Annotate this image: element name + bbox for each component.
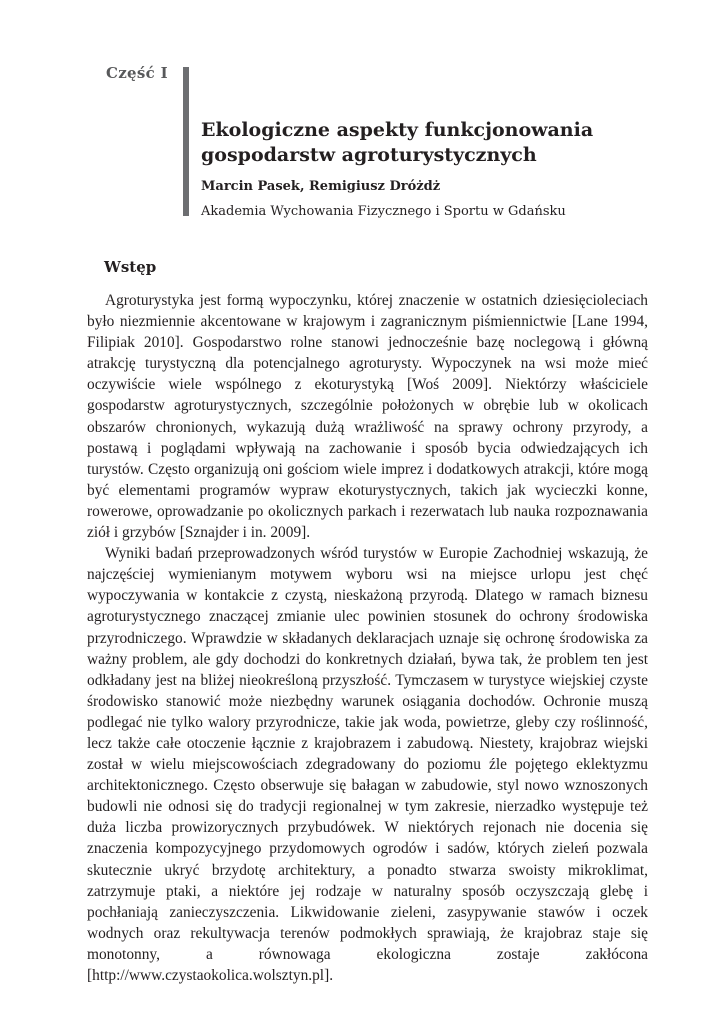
- paragraph: Wyniki badań przeprowadzonych wśród turystów w Europie Zachodniej wskazują, że najczęściej wymienianym motywem wyboru wsi na miejsce urlopu jest chęć wypoczywania w kontakcie z czystą, nieskażoną przyrodą. Dlatego w ramach biznesu agroturystycznego znaczącej zmianie ulec powinien stosunek do ochrony środowiska przyrodniczego. Wprawdzie w składanych deklaracjach uznaje się ochronę środowiska za ważny problem, ale gdy dochodzi do konkretnych działań, bywa tak, że problem ten jest odkładany jest na bliżej nieokreśloną przyszłość. Tymczasem w turystyce wiejskiej czyste środowisko stanowić może niezbędny warunek osiągania dochodów. Ochronie muszą podlegać nie tylko walory przyrodnicze, takie jak woda, powietrze, gleby czy roślinność, lecz także całe otoczenie łącznie z krajobrazem i zabudową. Niestety, krajobraz wiejski został w wielu miejscowościach zdegradowany do poziomu źle pojętego eklektyzmu architektonicznego. Często obserwuje się bałagan w zabudowie, styl nowo wznoszonych budowli nie odnosi się do tradycji regionalnej w tym zakresie, nierzadko występuje też duża liczba prowizorycznych przybudówek. W niektórych rejonach nie docenia się znaczenia kompozycyjnego przydomowych ogrodów i sadów, których zieleń pozwala skutecznie ukryć brzydotę architektury, a ponadto stwarza swoisty mikroklimat, zatrzymuje ptaki, a niektóre jej rodzaje w naturalny sposób oczyszczają glebę i pochłaniają zanieczyszczenia. Likwidowanie zieleni, zasypywanie stawów i oczek wodnych oraz rekultywacja terenów podmokłych sprawiają, że krajobraz staje się monotonny, a równowaga ekologiczna zostaje zakłócona [http://www.czystaokolica.wolsztyn.pl].: [87, 545, 648, 984]
- article-affiliation: Akademia Wychowania Fizycznego i Sportu w Gdańsku: [201, 204, 566, 219]
- part-label: Część I: [106, 64, 168, 82]
- article-authors: Marcin Pasek, Remigiusz Dróżdż: [201, 179, 441, 194]
- vertical-rule: [183, 67, 189, 216]
- article-title: [201, 118, 593, 168]
- article-title-line2: gospodarstw agroturystycznych: [201, 144, 537, 166]
- section-body: [87, 290, 648, 986]
- paragraph: Agroturystyka jest formą wypoczynku, której znaczenie w ostatnich dziesięcioleciach było niezmiennie akcentowane w krajowym i zagranicznym piśmiennictwie [Lane 1994, Filipiak 2010]. Gospodarstwo rolne stanowi jednocześnie bazę noclegową i główną atrakcję turystyczną dla potencjalnego agroturysty. Wypoczynek na wsi może mieć oczywiście wiele wspólnego z ekoturystyką [Woś 2009]. Niektórzy właściciele gospodarstw agroturystycznych, szczególnie położonych w obrębie lub w okolicach obszarów chronionych, wykazują dużą wrażliwość na sprawy ochrony przyrody, a postawą i poglądami wpływają na zachowanie i sposób bycia odwiedzających ich turystów. Często organizują oni gościom wiele imprez i dodatkowych atrakcji, które mogą być elementami programów wypraw ekoturystycznych, takich jak wycieczki konne, rowerowe, oprowadzanie po okolicznych parkach i rezerwatach lub nauka rozpoznawania ziół i grzybów [Sznajder i in. 2009].: [87, 292, 648, 542]
- section-heading: Wstęp: [104, 258, 157, 276]
- article-title-line1: Ekologiczne aspekty funkcjonowania: [201, 119, 594, 141]
